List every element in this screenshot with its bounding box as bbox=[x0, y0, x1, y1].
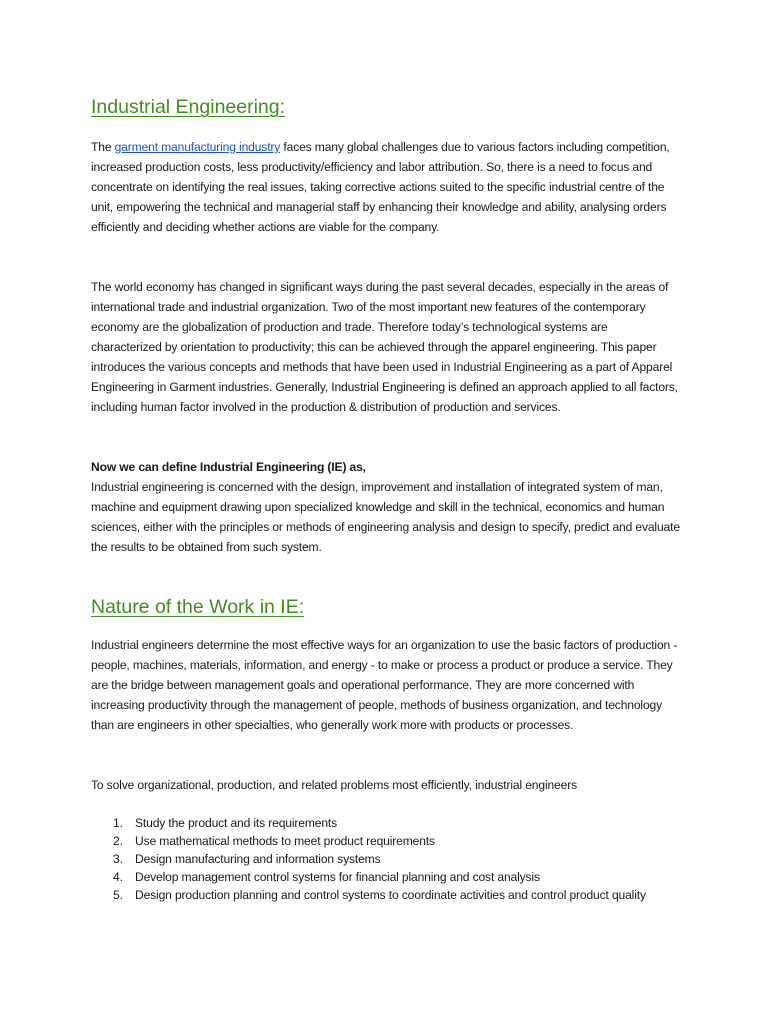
list-item-text: Design manufacturing and information systems bbox=[135, 852, 381, 866]
garment-industry-link[interactable]: garment manufacturing industry bbox=[114, 140, 281, 154]
intro-rest-text: faces many global challenges due to various factors including competition, increased production costs, less productivity/efficiency and labor attribution. So, there is a need to focus and concentrate on identifying the real issues, taking corrective actions suited to the specific industrial centre of the unit, empowering the technical and managerial staff by enhancing their knowledge and ability, analysing orders efficiently and deciding whether actions are viable for the company. bbox=[91, 140, 670, 234]
definition-lead: Now we can define Industrial Engineering (IE) as, bbox=[91, 460, 366, 474]
list-item bbox=[91, 814, 681, 832]
list-item-text: Design production planning and control systems to coordinate activities and control product quality bbox=[135, 888, 646, 902]
list-item-text: Study the product and its requirements bbox=[135, 816, 338, 830]
list-item-text: Develop management control systems for financial planning and cost analysis bbox=[135, 870, 540, 884]
nature-paragraph: Industrial engineers determine the most effective ways for an organization to use the basic factors of production - people, machines, materials, information, and energy - to make or process a product or produce a service. They are the bridge between management goals and operational performance. They are more concerned with increasing productivity through the management of people, methods of business organization, and technology than are engineers in other specialties, who generally work more with products or processes. bbox=[91, 638, 678, 732]
list-item bbox=[91, 886, 681, 904]
intro-paragraph bbox=[91, 137, 681, 237]
section-heading-nature-of-work: Nature of the Work in IE: bbox=[91, 596, 305, 618]
list-item-number: 3. bbox=[113, 852, 123, 866]
world-economy-paragraph: The world economy has changed in significant ways during the past several decades, especially in the areas of international trade and industrial organization. Two of the most important new features of the contemporary economy are the globalization of production and trade. Therefore today’s technological systems are characterized by orientation to productivity; this can be achieved through the apparel engineering. This paper introduces the various concepts and methods that have been used in Industrial Engineering as a part of Apparel Engineering in Garment industries. Generally, Industrial Engineering is defined an approach applied to all factors, including human factor involved in the production & distribution of production and services. bbox=[91, 280, 678, 414]
section-heading-industrial-engineering: Industrial Engineering: bbox=[91, 96, 286, 118]
list-item bbox=[91, 868, 681, 886]
list-item bbox=[91, 832, 681, 850]
definition-text: Industrial engineering is concerned with the design, improvement and installation of integrated system of man, machine and equipment drawing upon specialized knowledge and skill in the technical, economics and human sciences, either with the principles or methods of engineering analysis and design to specify, predict and evaluate the results to be obtained from such system. bbox=[91, 480, 680, 554]
list-item-number: 5. bbox=[113, 888, 123, 902]
list-item bbox=[91, 850, 681, 868]
engineer-tasks-list bbox=[91, 814, 681, 904]
solve-problems-paragraph: To solve organizational, production, and related problems most efficiently, industrial engineers bbox=[91, 778, 577, 792]
list-item-number: 4. bbox=[113, 870, 123, 884]
definition-paragraph bbox=[91, 457, 681, 557]
intro-lead-text: The bbox=[91, 140, 112, 154]
list-item-text: Use mathematical methods to meet product requirements bbox=[135, 834, 435, 848]
list-item-number: 1. bbox=[113, 816, 123, 830]
list-item-number: 2. bbox=[113, 834, 123, 848]
